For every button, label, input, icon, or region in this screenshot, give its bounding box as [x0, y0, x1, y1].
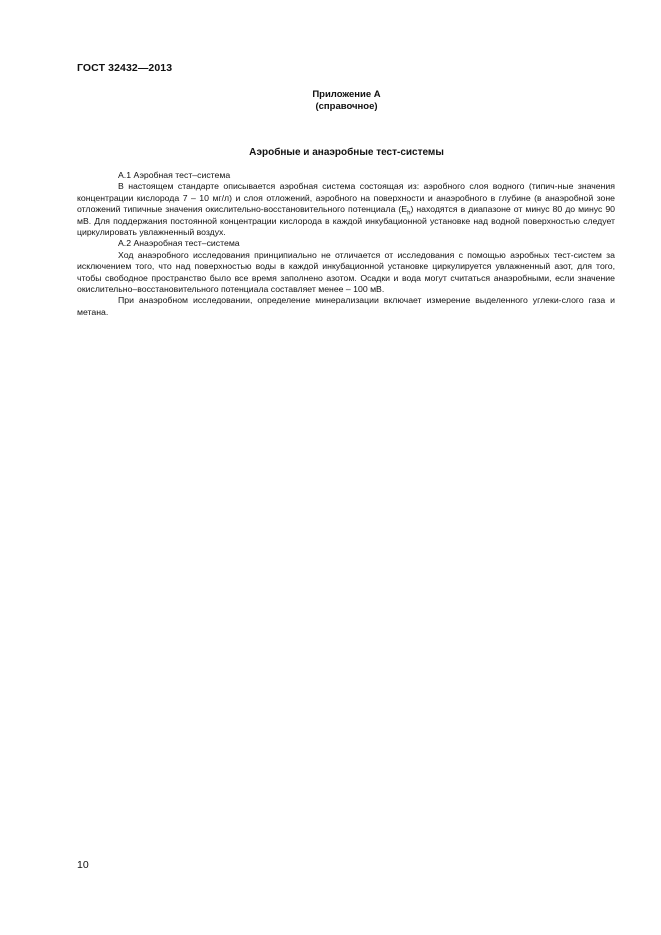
- paragraph-a1-text-main: В настоящем стандарте описывается аэробная система состоящая из: аэробного слоя водного (типич-ные значения концентрации кислорода 7 – 10 мг/л) и слоя отложений, аэробного на поверхности и анаэробного в глубине (в анаэробной зоне отложений типичные значения окислительно-восстановительного потенциала (E: [77, 181, 615, 215]
- paragraph-a3-text: При анаэробном исследовании, определение минерализации включает измерение выделенного углеки-слого газа и метана.: [77, 295, 615, 317]
- paragraph-a2-title: А.2 Анаэробная тест–система: [118, 238, 240, 249]
- potential-subscript: h: [407, 210, 411, 217]
- appendix-title: Приложение А: [312, 89, 381, 100]
- body-text: [77, 170, 615, 318]
- paragraph-a1-title: А.1 Аэробная тест–система: [118, 170, 231, 180]
- paragraph-a2-text: Ход анаэробного исследования принципиально не отличается от исследования с помощью аэробных тест-систем за исключением того, что над поверхностью воды в каждой инкубационной установке циркулируется увлажненный азот, для того, чтобы свободное пространство было все время заполнено азотом. Осадки и вода могут считаться анаэробными, если значение окислительно–восстановительного потенциала составляет менее – 100 мВ.: [77, 249, 615, 295]
- page-number: 10: [77, 859, 89, 871]
- section-heading: Аэробные и анаэробные тест-системы: [249, 147, 444, 158]
- paragraph-a1-text: [77, 181, 615, 238]
- document-code: ГОСТ 32432—2013: [77, 62, 173, 74]
- appendix-subtitle: (справочное): [315, 101, 378, 112]
- paragraph-a1-text-rest: ) находятся в диапазоне от минус 80 до минус 90 мВ. Для поддержания постоянной концентрации кислорода в каждой инкубационной установке над водной поверхностью следует циркулировать увлажненный воздух.: [77, 204, 615, 238]
